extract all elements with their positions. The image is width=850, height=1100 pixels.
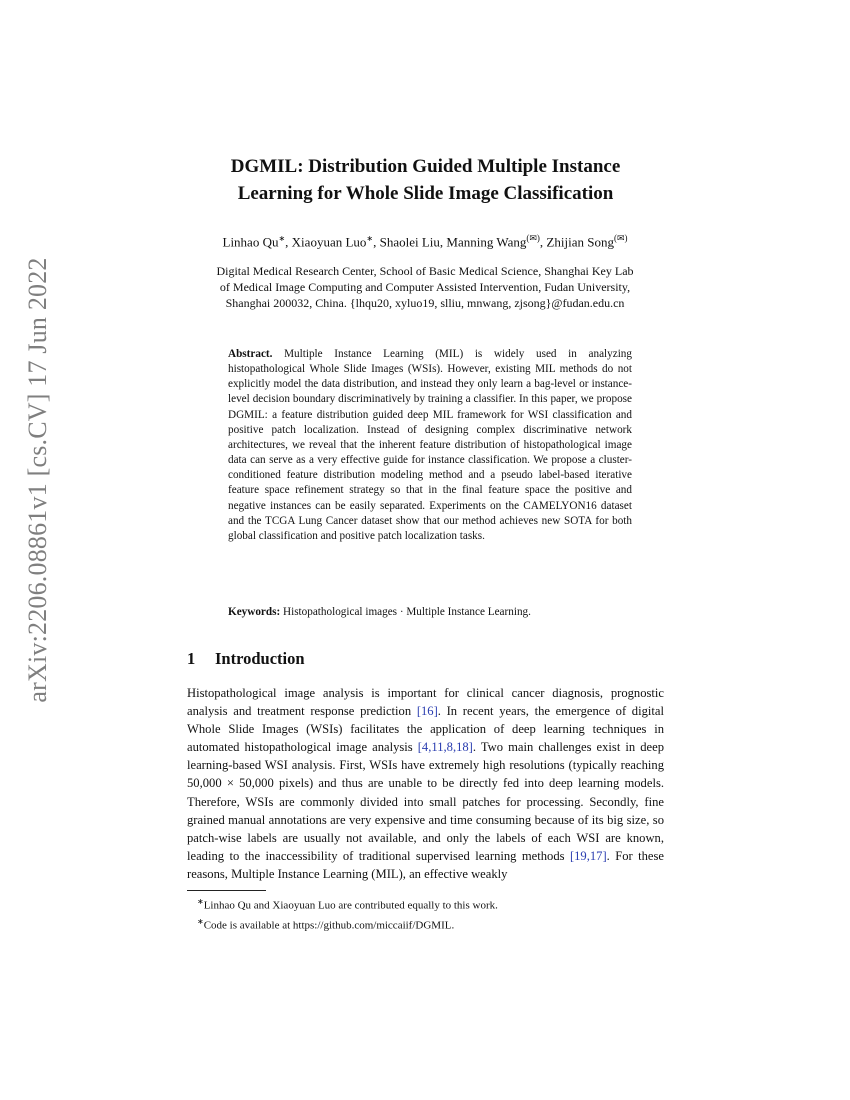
footnote-mark: ∗ <box>197 916 204 926</box>
author-4: Manning Wang <box>446 234 527 250</box>
author-1: Linhao Qu <box>222 234 279 250</box>
section-number: 1 <box>187 649 196 668</box>
equal-contribution-mark: ∗ <box>366 234 374 243</box>
footnote-2-text: Code is available at https://github.com/miccaiif/DGMIL. <box>203 919 455 932</box>
author-list: Linhao Qu∗, Xiaoyuan Luo∗, Shaolei Liu, Manning Wang(✉), Zhijian Song(✉) <box>222 233 628 250</box>
footnote-1 <box>197 894 667 914</box>
arxiv-identifier: arXiv:2206.08861v1 [cs.CV] 17 Jun 2022 <box>23 257 52 703</box>
abstract-text: Multiple Instance Learning (MIL) is widely used in analyzing histopathological Whole Slide Images (WSIs). However, existing MIL methods do not explicitly model the data distribution, and instead they only learn a bag-level or instance-level decision boundary discriminatively by training a classifier. In this paper, we propose DGMIL: a feature distribution guided deep MIL framework for WSI classification and positive patch localization. Instead of designing complex discriminative network architectures, we reveal that the inherent feature distribution of histopathological image data can serve as a very effective guide for instance classification. We propose a cluster-conditioned feature distribution modeling method and a pseudo label-based iterative feature space refinement strategy so that in the final feature space the positive and negative instances can be easily separated. Experiments on the CAMELYON16 dataset and the TCGA Lung Cancer dataset show that our method achieves new SOTA for both global classification and positive patch localization tasks. <box>228 348 632 542</box>
affiliation-line-1: Digital Medical Research Center, School of Basic Medical Science, Shanghai Key Lab <box>216 264 634 278</box>
body-text: . Two main challenges exist in deep learning-based WSI analysis. First, WSIs have extremely high resolutions (typically reaching 50,000 × 50,000 pixels) and thus are unable to be directly fed into deep learning models. Therefore, WSIs are commonly divided into small patches for processing. Secondly, fine grained manual annotations are very expensive and time consuming because of its big size, so patch-wise labels are usually not available, and only the labels of each WSI are known, leading to the inaccessibility of traditional supervised learning methods <box>187 740 664 863</box>
title-line-1: DGMIL: Distribution Guided Multiple Instance <box>230 156 621 177</box>
affiliation-line-3: Shanghai 200032, China. {lhqu20, xyluo19, slliu, mnwang, zjsong}@fudan.edu.cn <box>225 296 625 310</box>
body-text: . For these reasons, Multiple Instance Learning (MIL), an effective weakly <box>187 848 664 881</box>
section-heading <box>187 649 305 669</box>
footnote-1-text: Linhao Qu and Xiaoyuan Luo are contributed equally to this work. <box>203 899 498 912</box>
keywords-text: Histopathological images · Multiple Instance Learning. <box>283 606 531 618</box>
footnotes <box>197 894 667 933</box>
paper-title <box>187 153 664 207</box>
author-2: Xiaoyuan Luo <box>291 234 367 250</box>
citation-link[interactable]: [19,17] <box>569 848 607 863</box>
footnote-divider <box>187 890 266 891</box>
affiliation <box>180 263 670 311</box>
keywords <box>228 606 632 618</box>
body-text: Histopathological image analysis is important for clinical cancer diagnosis, prognostic analysis and treatment response prediction <box>187 686 664 719</box>
citation-link[interactable]: [16] <box>416 704 438 719</box>
title-line-2: Learning for Whole Slide Image Classification <box>237 183 614 204</box>
footnote-mark: ∗ <box>197 897 204 906</box>
arxiv-sidebar <box>0 0 70 1100</box>
abstract <box>228 347 632 544</box>
equal-contribution-mark: ∗ <box>278 234 286 243</box>
section-title: Introduction <box>215 649 305 668</box>
author-3: Shaolei Liu <box>379 234 440 250</box>
footnote-2 <box>197 914 667 934</box>
body-text: . In recent years, the emergence of digital Whole Slide Images (WSIs) facilitates the application of deep learning techniques in automated histopathological image analysis <box>187 704 664 755</box>
introduction-paragraph <box>187 684 664 883</box>
keywords-label: Keywords: <box>228 606 281 618</box>
abstract-label: Abstract. <box>228 348 273 360</box>
envelope-icon: (✉) <box>526 233 540 243</box>
author-5: Zhijian Song <box>546 234 614 250</box>
citation-link[interactable]: [4,11,8,18] <box>417 740 473 755</box>
affiliation-line-2: of Medical Image Computing and Computer Assisted Intervention, Fudan University, <box>219 280 631 294</box>
envelope-icon: (✉) <box>613 233 628 243</box>
